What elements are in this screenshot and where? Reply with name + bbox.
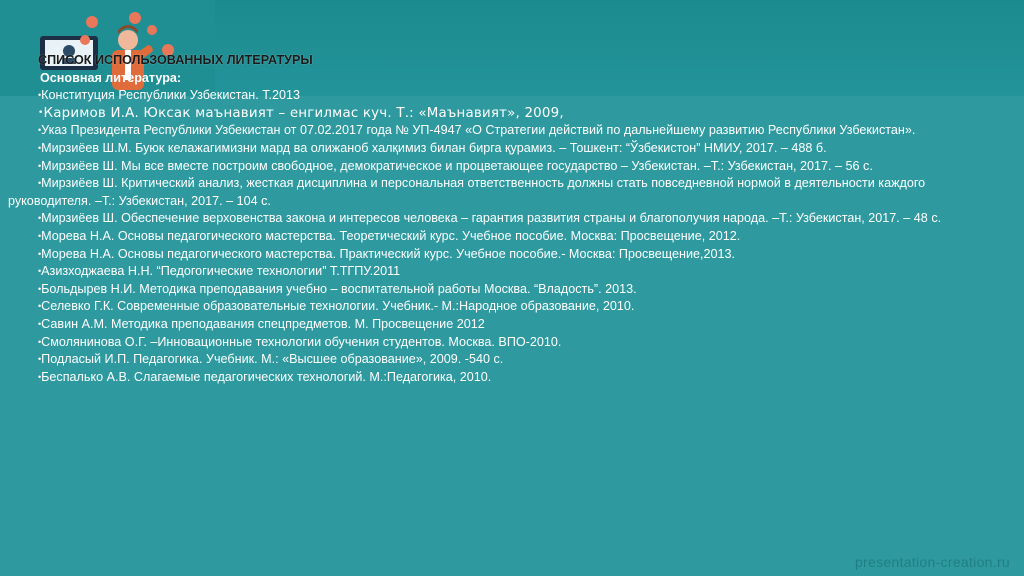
list-item: •Конституция Республики Узбекистан. Т.2013 — [38, 88, 301, 103]
list-item: •Савин А.М. Методика преподавания спецпредметов. М. Просвещение 2012 — [38, 316, 485, 331]
list-item: •Морева Н.А. Основы педагогического мастерства. Практический курс. Учебное пособие.- Москва: Просвещение,2013. — [38, 246, 736, 261]
list-item: •Указ Президента Республики Узбекистан от 07.02.2017 года № УП-4947 «О Стратегии действий по дальнейшему развитию Республики Узбекистан». — [38, 123, 916, 138]
section-subtitle: Основная литература: — [40, 70, 182, 85]
list-item: •Смолянинова О.Г. –Инновационные технологии обучения студентов. Москва. ВПО-2010. — [38, 334, 562, 349]
list-item: •Мирзиёев Ш. Критический анализ, жесткая дисциплина и персональная ответственность должны стать повседневной нормой в деятельности каждого руководителя. –Т.: Узбекистан, 2017. – 104 с. — [8, 176, 926, 208]
list-item: •Мирзиёев Ш.М. Буюк келажагимизни мард ва олижаноб халқимиз билан бирга қурамиз. – Тошкент: “Ўзбекистон” НМИУ, 2017. – 488 б. — [38, 140, 827, 155]
list-item: •Мирзиёев Ш. Мы все вместе построим свободное, демократическое и процветающее государство – Узбекистан. –Т.: Узбекистан, 2017. – 56 с. — [38, 158, 873, 173]
list-item: •Каримов И.А. Юксак маънавият – енгилмас куч. Т.: «Маънавият», 2009, — [38, 105, 564, 121]
list-item: •Подласый И.П. Педагогика. Учебник. М.: «Высшее образование», 2009. -540 с. — [38, 352, 504, 367]
list-item: •Беспалько А.В. Слагаемые педагогических технологий. М.:Педагогика, 2010. — [38, 369, 492, 384]
list-item: •Больдырев Н.И. Методика преподавания учебно – воспитательной работы Москва. “Владость”. 2013. — [38, 281, 637, 296]
list-item: •Мирзиёев Ш. Обеспечение верховенства закона и интересов человека – гарантия развития страны и благополучия народа. –Т.: Узбекистан, 2017. – 48 с. — [38, 211, 942, 226]
list-item: •Селевко Г.К. Современные образовательные технологии. Учебник.- М.:Народное образование, 2010. — [38, 299, 635, 314]
references-section — [8, 52, 968, 386]
list-item: •Азизходжаева Н.Н. “Педогогические технологии” Т.ТГПУ.2011 — [38, 264, 401, 279]
list-item: •Морева Н.А. Основы педагогического мастерства. Теоретический курс. Учебное пособие. Москва: Просвещение, 2012. — [38, 228, 741, 243]
page-title: СПИСОК ИСПОЛЬЗОВАННЫХ ЛИТЕРАТУРЫ — [38, 53, 313, 67]
watermark: presentation-creation.ru — [854, 554, 1010, 570]
